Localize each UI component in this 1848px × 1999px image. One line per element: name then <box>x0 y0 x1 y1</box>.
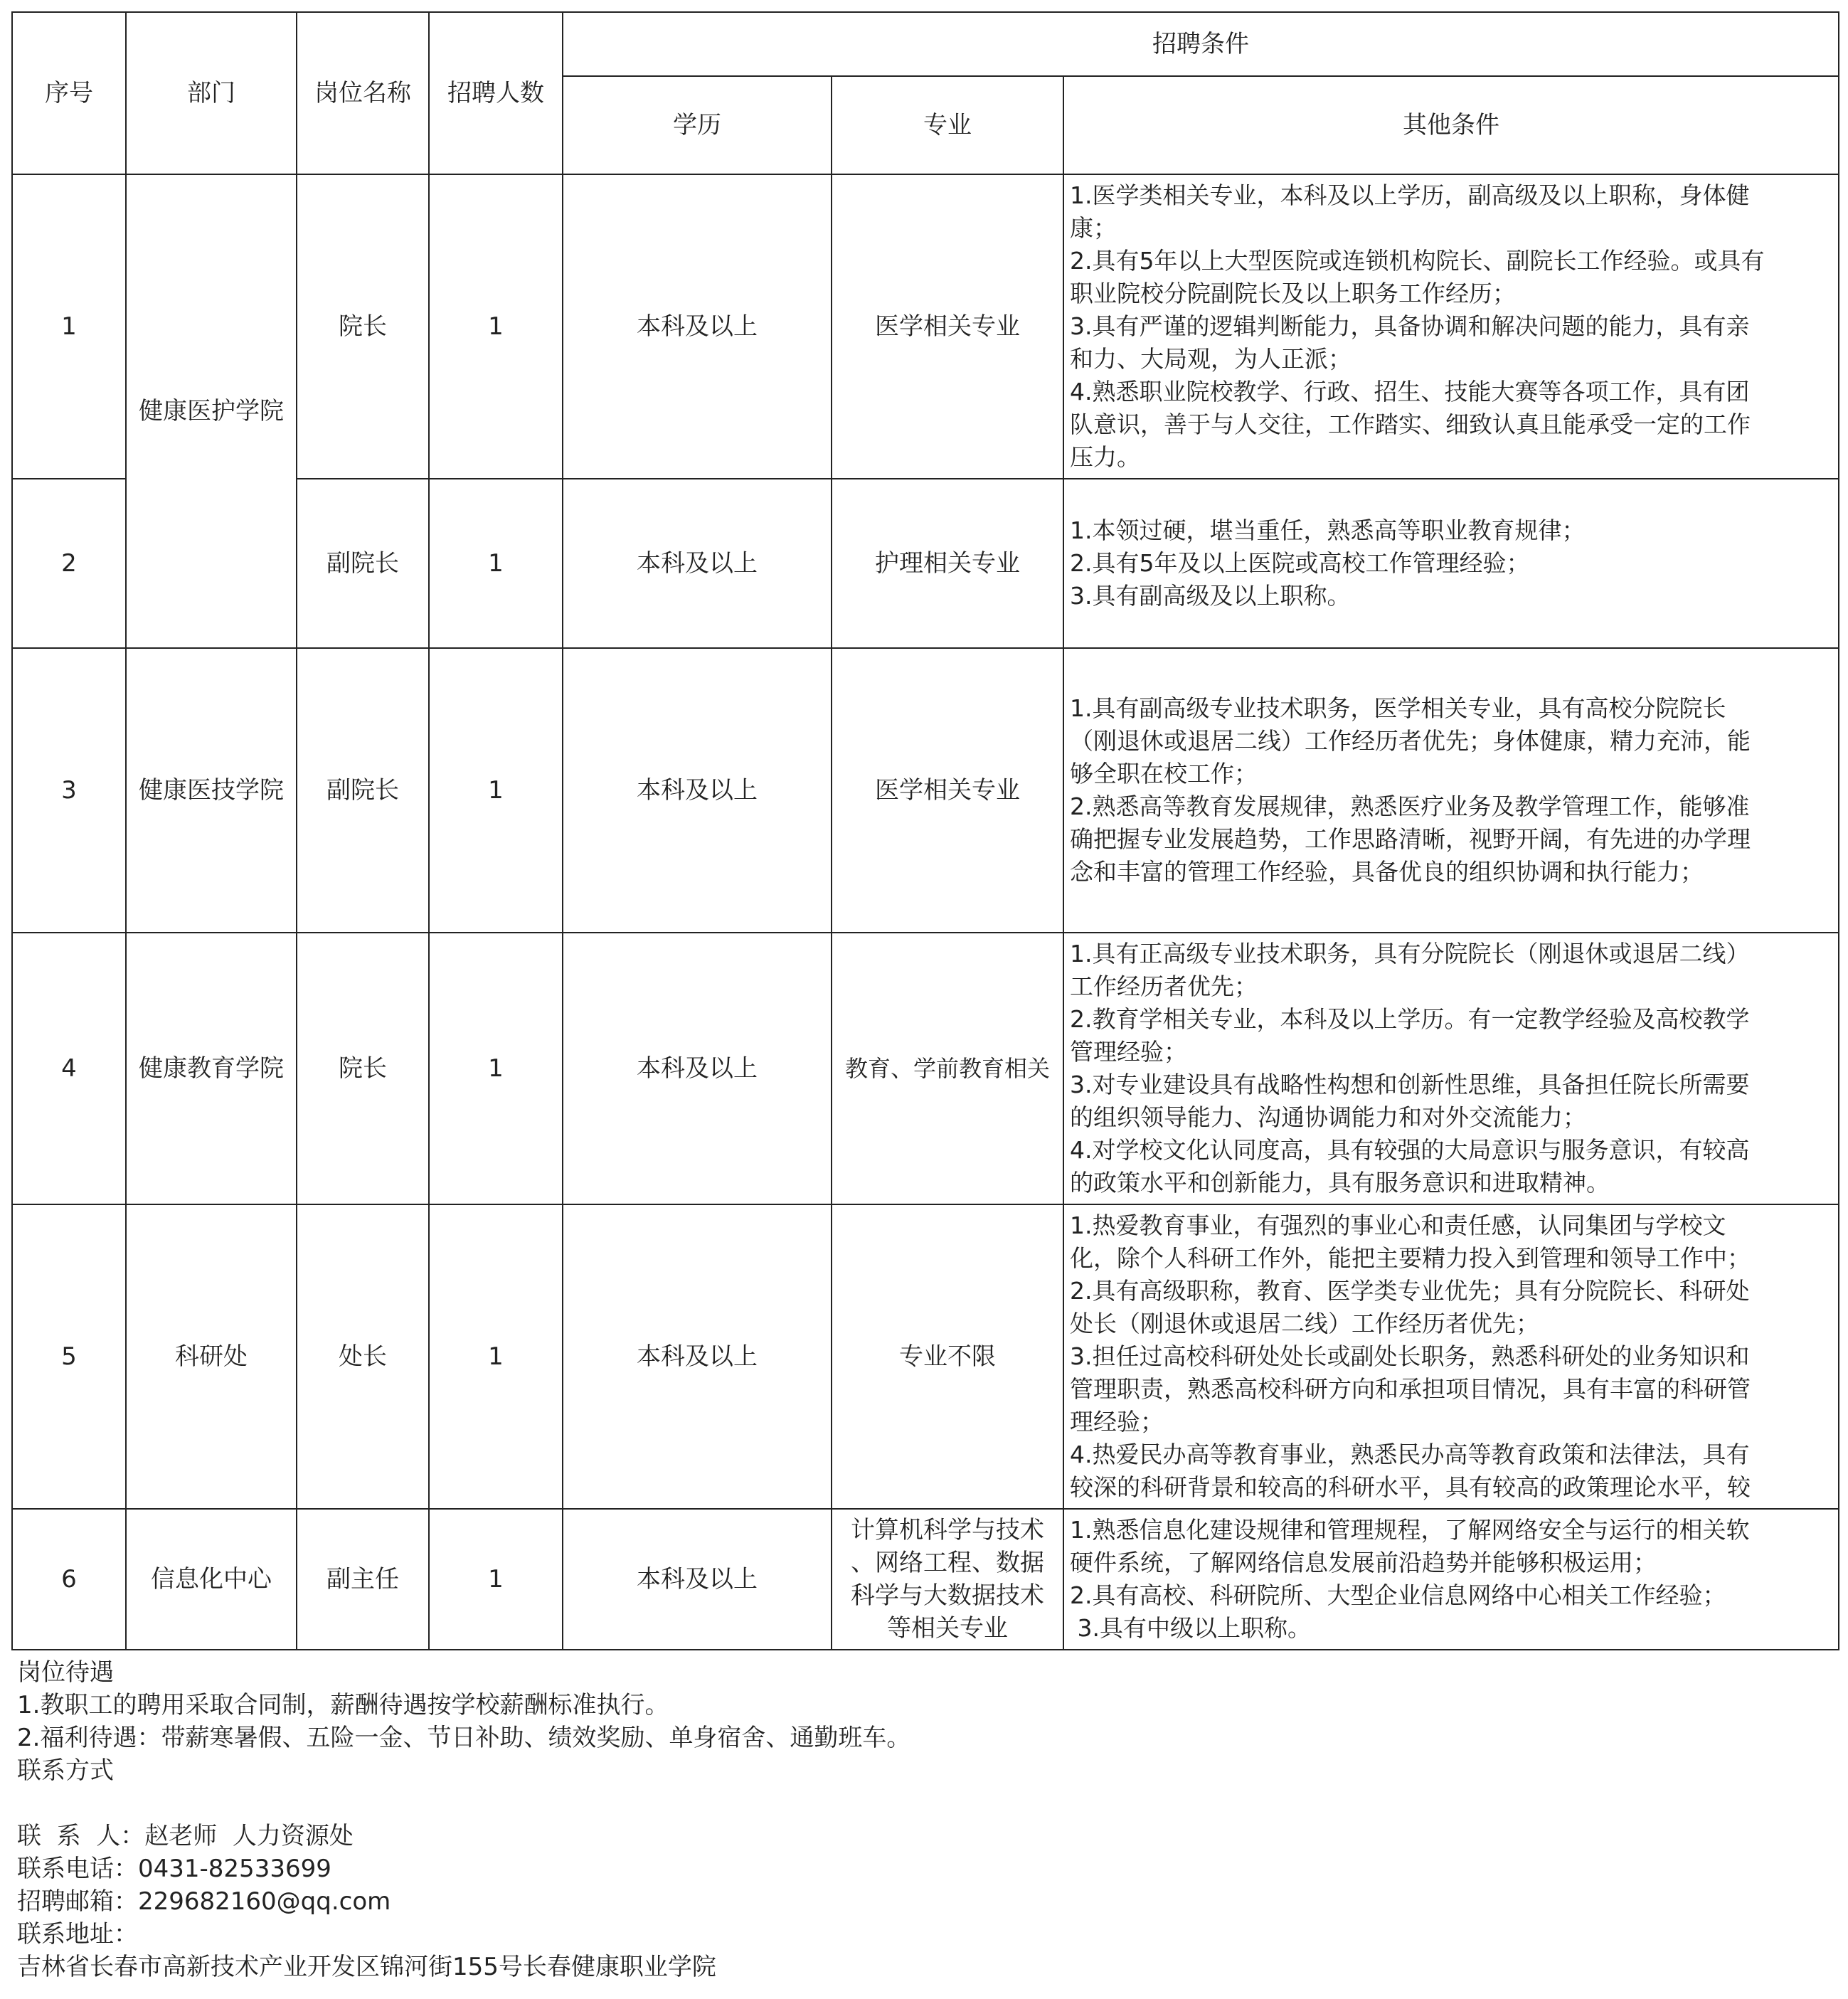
cell-education: 本科及以上 <box>563 648 832 933</box>
header-department: 部门 <box>126 12 297 174</box>
cell-count: 1 <box>429 1509 563 1650</box>
other-line: 2.具有高级职称，教育、医学类专业优先；具有分院院长、科研处 <box>1070 1277 1750 1305</box>
cell-count: 1 <box>429 933 563 1204</box>
major-line: 科学与大数据技术 <box>851 1581 1044 1610</box>
header-count: 招聘人数 <box>429 12 563 174</box>
cell-position: 副院长 <box>297 648 429 933</box>
header-conditions: 招聘条件 <box>563 12 1839 76</box>
other-line: 压力。 <box>1070 443 1140 471</box>
header-education: 学历 <box>563 76 832 174</box>
cell-other <box>1063 1509 1839 1650</box>
table-row <box>12 648 1839 933</box>
cell-count: 1 <box>429 174 563 479</box>
other-line: 念和丰富的管理工作经验，具备优良的组织协调和执行能力； <box>1070 858 1704 886</box>
benefit-item: 1.教职工的聘用采取合同制，薪酬待遇按学校薪酬标准执行。 <box>17 1691 669 1719</box>
cell-other <box>1063 933 1839 1204</box>
cell-other <box>1063 1204 1839 1509</box>
other-line: 1.本领过硬，堪当重任，熟悉高等职业教育规律； <box>1070 516 1586 544</box>
other-line: 够全职在校工作； <box>1070 760 1258 788</box>
table-row <box>12 174 1839 479</box>
other-line: 的政策水平和创新能力，具有服务意识和进取精神。 <box>1070 1169 1610 1197</box>
footer-info <box>17 1656 910 1983</box>
major-line: 计算机科学与技术 <box>851 1516 1044 1544</box>
cell-education: 本科及以上 <box>563 933 832 1204</box>
other-line: 4.热爱民办高等教育事业，熟悉民办高等教育政策和法律法，具有 <box>1070 1441 1750 1468</box>
table-row <box>12 1509 1839 1650</box>
other-line: 硬件系统，了解网络信息发展前沿趋势并能够积极运用； <box>1070 1549 1657 1576</box>
cell-seq: 5 <box>12 1204 126 1509</box>
cell-seq: 2 <box>12 479 126 648</box>
cell-seq: 4 <box>12 933 126 1204</box>
header-major: 专业 <box>832 76 1063 174</box>
other-line: 4.对学校文化认同度高，具有较强的大局意识与服务意识，有较高 <box>1070 1136 1750 1164</box>
cell-position: 院长 <box>297 174 429 479</box>
cell-other <box>1063 174 1839 479</box>
table-row <box>12 933 1839 1204</box>
other-line: 管理经验； <box>1070 1038 1187 1066</box>
cell-count: 1 <box>429 648 563 933</box>
cell-other <box>1063 479 1839 648</box>
cell-seq: 3 <box>12 648 126 933</box>
cell-position: 院长 <box>297 933 429 1204</box>
other-line: 2.具有高校、科研院所、大型企业信息网络中心相关工作经验； <box>1070 1581 1726 1609</box>
cell-count: 1 <box>429 479 563 648</box>
other-line: 1.熟悉信息化建设规律和管理规程，了解网络安全与运行的相关软 <box>1070 1516 1750 1544</box>
cell-education: 本科及以上 <box>563 479 832 648</box>
other-line: 康； <box>1070 214 1117 242</box>
cell-position: 副主任 <box>297 1509 429 1650</box>
other-line: 较深的科研背景和较高的科研水平，具有较高的政策理论水平，较 <box>1070 1473 1751 1501</box>
cell-position: 副院长 <box>297 479 429 648</box>
cell-count: 1 <box>429 1204 563 1509</box>
header-seq: 序号 <box>12 12 126 174</box>
other-line: 1.具有副高级专业技术职务，医学相关专业，具有高校分院院长 <box>1070 694 1726 722</box>
cell-major: 医学相关专业 <box>832 174 1063 479</box>
other-line: 工作经历者优先； <box>1070 972 1258 1000</box>
benefits-title: 岗位待遇 <box>17 1658 114 1687</box>
cell-department: 信息化中心 <box>126 1509 297 1650</box>
contact-title: 联系方式 <box>17 1756 114 1785</box>
cell-position: 处长 <box>297 1204 429 1509</box>
other-line: 2.熟悉高等教育发展规律，熟悉医疗业务及教学管理工作，能够准 <box>1070 792 1750 820</box>
other-line: 3.具有中级以上职称。 <box>1070 1614 1311 1642</box>
other-line: 3.对专业建设具有战略性构想和创新性思维，具备担任院长所需要 <box>1070 1071 1750 1098</box>
cell-education: 本科及以上 <box>563 174 832 479</box>
recruitment-table <box>11 11 1839 1650</box>
cell-other <box>1063 648 1839 933</box>
contact-person: 联 系 人：赵老师 人力资源处 <box>17 1822 354 1850</box>
other-line: 确把握专业发展趋势，工作思路清晰，视野开阔，有先进的办学理 <box>1070 825 1751 853</box>
cell-major: 医学相关专业 <box>832 648 1063 933</box>
other-line: 化，除个人科研工作外，能把主要精力投入到管理和领导工作中； <box>1070 1244 1751 1272</box>
cell-major: 护理相关专业 <box>832 479 1063 648</box>
other-line: 的组织领导能力、沟通协调能力和对外交流能力； <box>1070 1103 1586 1131</box>
other-line: 处长（刚退休或退居二线）工作经历者优先； <box>1070 1310 1539 1337</box>
other-line: （刚退休或退居二线）工作经历者优先；身体健康，精力充沛，能 <box>1070 727 1751 755</box>
other-line: 3.具有副高级及以上职称。 <box>1070 582 1351 610</box>
header-position: 岗位名称 <box>297 12 429 174</box>
cell-education: 本科及以上 <box>563 1509 832 1650</box>
major-text: 教育、学前教育相关 <box>844 1055 1050 1082</box>
cell-department: 健康教育学院 <box>126 933 297 1204</box>
other-line: 4.熟悉职业院校教学、行政、招生、技能大赛等各项工作，具有团 <box>1070 378 1750 405</box>
contact-phone: 联系电话：0431-82533699 <box>17 1855 331 1883</box>
cell-major: 专业不限 <box>832 1204 1063 1509</box>
other-line: 理经验； <box>1070 1408 1164 1436</box>
major-line: 等相关专业 <box>887 1614 1008 1643</box>
cell-department: 健康医护学院 <box>126 174 297 648</box>
cell-education: 本科及以上 <box>563 1204 832 1509</box>
benefit-item: 2.福利待遇：带薪寒暑假、五险一金、节日补助、绩效奖励、单身宿舍、通勤班车。 <box>17 1724 911 1752</box>
header-other: 其他条件 <box>1063 76 1839 174</box>
other-line: 3.担任过高校科研处处长或副处长职务，熟悉科研处的业务知识和 <box>1070 1342 1750 1370</box>
other-line: 2.教育学相关专业，本科及以上学历。有一定教学经验及高校教学 <box>1070 1005 1750 1033</box>
cell-major <box>832 933 1063 1204</box>
other-line: 和力、大局观，为人正派； <box>1070 345 1352 373</box>
other-line: 管理职责，熟悉高校科研方向和承担项目情况，具有丰富的科研管 <box>1070 1375 1751 1403</box>
other-line: 2.具有5年及以上医院或高校工作管理经验； <box>1070 549 1530 577</box>
cell-seq: 6 <box>12 1509 126 1650</box>
other-line: 队意识，善于与人交往，工作踏实、细致认真且能承受一定的工作 <box>1070 410 1751 438</box>
other-line: 职业院校分院副院长及以上职务工作经历； <box>1070 280 1516 307</box>
contact-email: 招聘邮箱：229682160@qq.com <box>17 1887 391 1916</box>
contact-address: 吉林省长春市高新技术产业开发区锦河街155号长春健康职业学院 <box>17 1953 716 1981</box>
other-line: 2.具有5年以上大型医院或连锁机构院长、副院长工作经验。或具有 <box>1070 247 1765 275</box>
other-line: 1.热爱教育事业，有强烈的事业心和责任感，认同集团与学校文 <box>1070 1211 1726 1239</box>
cell-seq: 1 <box>12 174 126 479</box>
table-row <box>12 1204 1839 1509</box>
cell-department: 科研处 <box>126 1204 297 1509</box>
spacer <box>17 1787 910 1820</box>
other-line: 1.医学类相关专业，本科及以上学历，副高级及以上职称，身体健 <box>1070 181 1750 209</box>
other-line: 1.具有正高级专业技术职务，具有分院院长（刚退休或退居二线） <box>1070 940 1750 967</box>
other-line: 3.具有严谨的逻辑判断能力，具备协调和解决问题的能力，具有亲 <box>1070 312 1750 340</box>
cell-department: 健康医技学院 <box>126 648 297 933</box>
cell-major <box>832 1509 1063 1650</box>
major-line: 、网络工程、数据 <box>851 1549 1044 1577</box>
contact-address-label: 联系地址： <box>17 1920 138 1948</box>
